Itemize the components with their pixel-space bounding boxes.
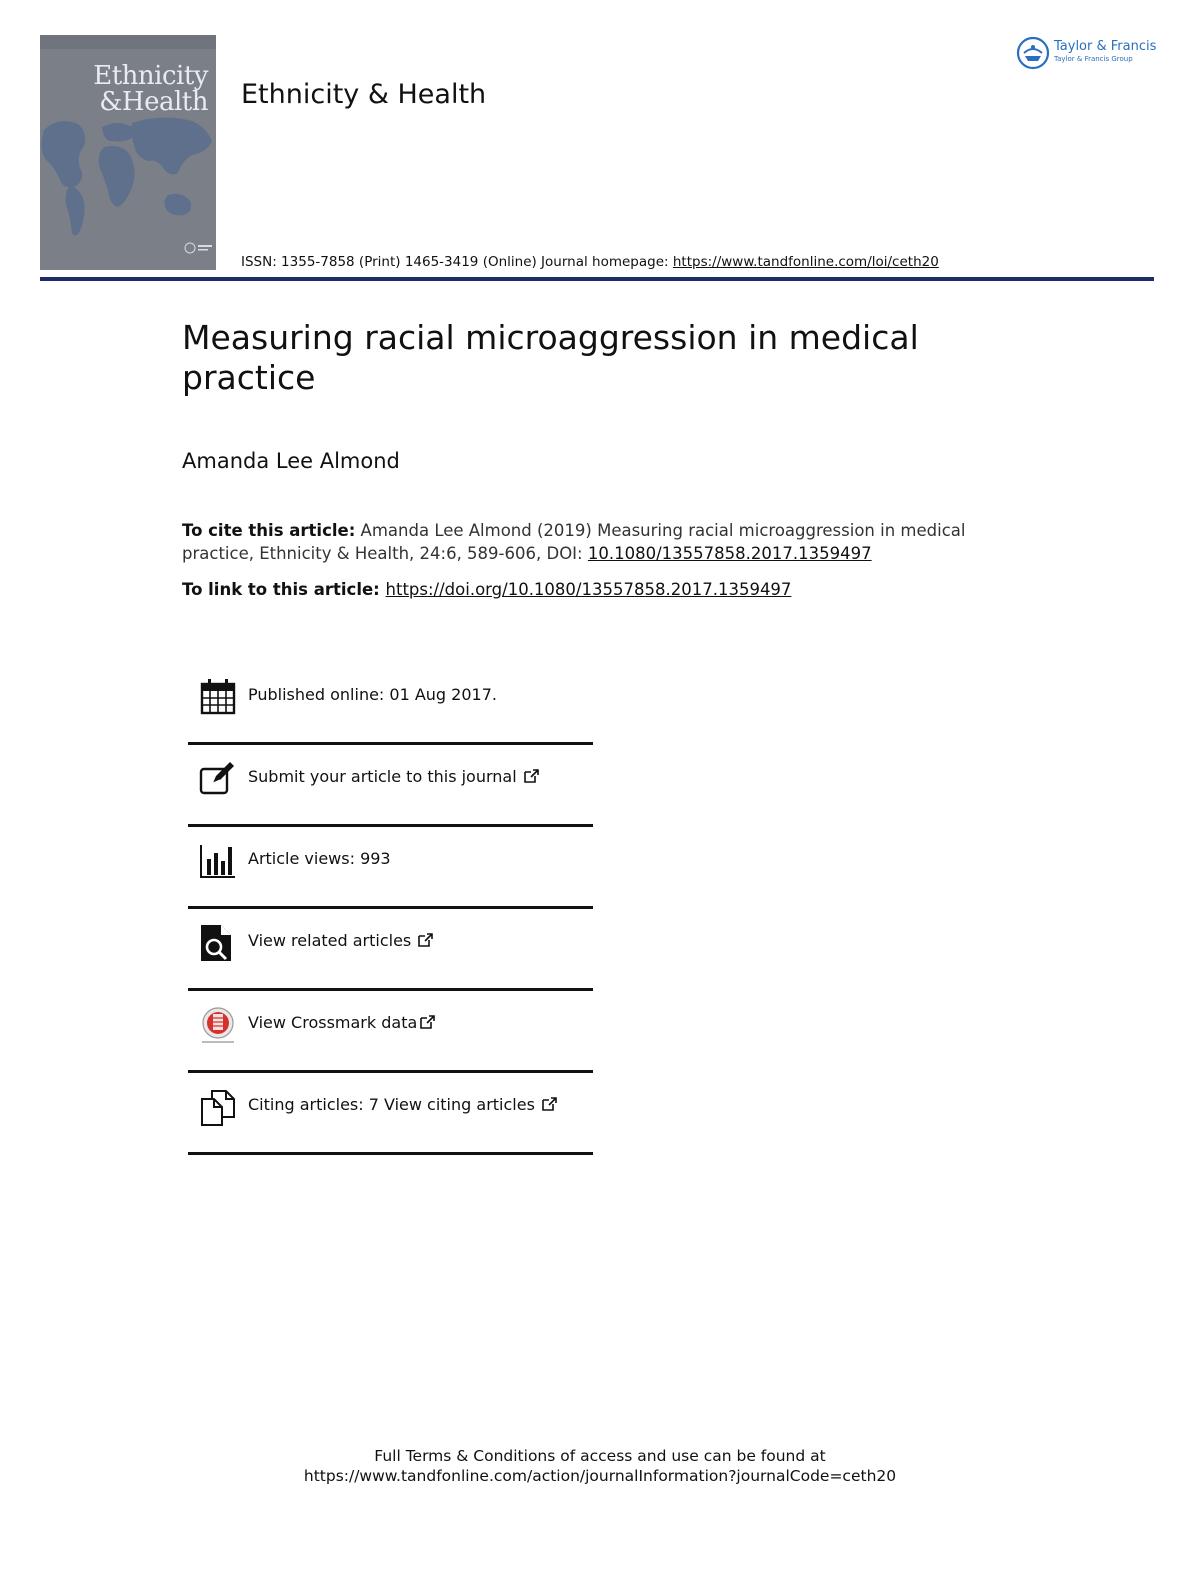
citation-label: To cite this article: [182, 521, 356, 540]
citing-articles-item[interactable] [188, 1073, 593, 1155]
cover-title-line2: &Health [99, 87, 208, 117]
external-link-icon [417, 932, 434, 948]
crossmark-icon [198, 1005, 238, 1045]
journal-cover [40, 35, 216, 270]
footer-terms-text: Full Terms & Conditions of access and use can be found at [374, 1447, 826, 1465]
edit-icon [198, 759, 238, 799]
published-online-item [188, 663, 593, 745]
article-link-block [182, 580, 791, 599]
footer [0, 1446, 1200, 1486]
crossmark-link[interactable] [248, 1013, 436, 1032]
article-url-link[interactable]: https://doi.org/10.1080/13557858.2017.1359497 [385, 580, 792, 599]
publisher-logo [1016, 36, 1156, 70]
related-articles-item[interactable] [188, 909, 593, 991]
bar-chart-icon [198, 841, 238, 881]
external-link-icon [523, 768, 540, 784]
cover-title-line1: Ethnicity [93, 61, 208, 91]
article-views-text: Article views: 993 [248, 849, 391, 868]
citing-articles-label: Citing articles: 7 View citing articles [248, 1095, 535, 1114]
published-online-text: Published online: 01 Aug 2017. [248, 685, 497, 704]
crossmark-label: View Crossmark data [248, 1013, 418, 1032]
taylor-francis-logo-icon [1016, 36, 1050, 70]
crossmark-item[interactable] [188, 991, 593, 1073]
article-views-item [188, 827, 593, 909]
related-articles-link[interactable] [248, 931, 434, 950]
header-rule [40, 277, 1154, 281]
article-title: Measuring racial microaggression in medical practice [182, 318, 919, 397]
submit-article-item[interactable] [188, 745, 593, 827]
article-info-list [188, 663, 593, 1155]
article-author: Amanda Lee Almond [182, 449, 400, 473]
citing-articles-icon [198, 1087, 238, 1127]
related-articles-label: View related articles [248, 931, 412, 950]
submit-article-label: Submit your article to this journal [248, 767, 517, 786]
footer-terms-url[interactable]: https://www.tandfonline.com/action/journalInformation?journalCode=ceth20 [303, 1467, 897, 1485]
calendar-icon [198, 677, 238, 717]
submit-article-link[interactable] [248, 767, 540, 786]
journal-homepage-link[interactable]: https://www.tandfonline.com/loi/ceth20 [672, 254, 939, 270]
article-link-label: To link to this article: [182, 580, 386, 599]
external-link-icon [419, 1014, 436, 1030]
external-link-icon [541, 1096, 558, 1112]
issn-line [241, 254, 939, 270]
search-document-icon [198, 923, 238, 963]
journal-name: Ethnicity & Health [241, 79, 487, 110]
issn-text: ISSN: 1355-7858 (Print) 1465-3419 (Online) Journal homepage: [241, 254, 673, 270]
publisher-subtitle: Taylor & Francis Group [1054, 55, 1133, 63]
citing-articles-link[interactable] [248, 1095, 558, 1114]
doi-link[interactable]: 10.1080/13557858.2017.1359497 [587, 544, 872, 563]
citation-block [182, 519, 1002, 565]
citation-text: Amanda Lee Almond (2019) Measuring racial microaggression in medical practice, Ethnicity & Health, 24:6, 589-606, DOI: [182, 521, 966, 563]
publisher-name: Taylor & Francis [1054, 39, 1157, 54]
